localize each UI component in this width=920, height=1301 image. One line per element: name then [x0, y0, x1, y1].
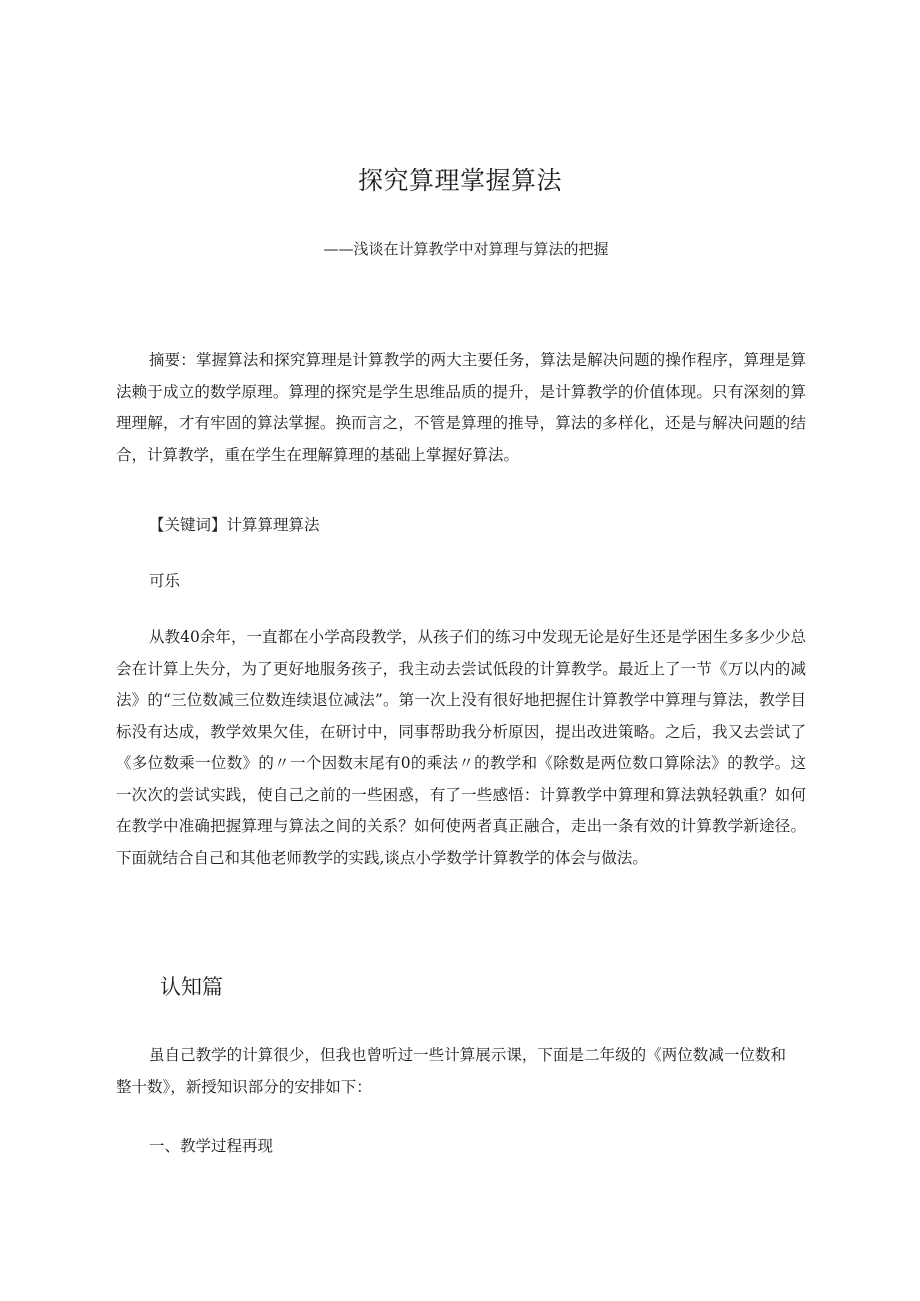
document-title: 探究算理掌握算法	[357, 166, 562, 195]
keywords-line: 【关键词】计算算理算法	[149, 516, 320, 534]
abstract-paragraph: 摘要：掌握算法和探究算理是计算教学的两大主要任务，算法是解决问题的操作程序，算理是算法赖于成立的数学原理。算理的探究是学生思维品质的提升，是计算教学的价值体现。只有深刻的算理理解，才有牢固的算法掌握。换而言之，不管是算理的推导，算法的多样化，还是与解决问题的结合，计算教学，重在学生在理解算理的基础上掌握好算法。	[116, 351, 806, 464]
subsection-heading: 一、教学过程再现	[149, 1137, 274, 1155]
section-paragraph: 虽自己教学的计算很少，但我也曾听过一些计算展示课，下面是二年级的《两位数减一位数和整十数》，新授知识部分的安排如下：	[116, 1046, 786, 1096]
section-heading: 认知篇	[160, 975, 223, 999]
document-subtitle	[0, 238, 920, 260]
subtitle-text: ——浅谈在计算教学中对算理与算法的把握	[323, 240, 609, 258]
intro-paragraph: 从教40余年，一直都在小学高段教学，从孩子们的练习中发现无论是好生还是学困生多多少少总会在计算上失分，为了更好地服务孩子，我主动去尝试低段的计算教学。最近上了一节《万以内的减法》的“三位数减三位数连续退位减法”。第一次上没有很好地把握住计算教学中算理与算法，教学目标没有达成，教学效果欠佳，在研讨中，同事帮助我分析原因，提出改进策略。之后，我又去尝试了《多位数乘一位数》的〃一个因数末尾有0的乘法〃的教学和《除数是两位数口算除法》的教学。这一次次的尝试实践，使自己之前的一些困惑，有了一些感悟：计算教学中算理和算法孰轻孰重？如何在教学中准确把握算理与算法之间的关系？如何使两者真正融合，走出一条有效的计算教学新途径。下面就结合自己和其他老师教学的实践,谈点小学数学计算教学的体会与做法。	[116, 628, 806, 867]
author-name: 可乐	[149, 572, 181, 590]
